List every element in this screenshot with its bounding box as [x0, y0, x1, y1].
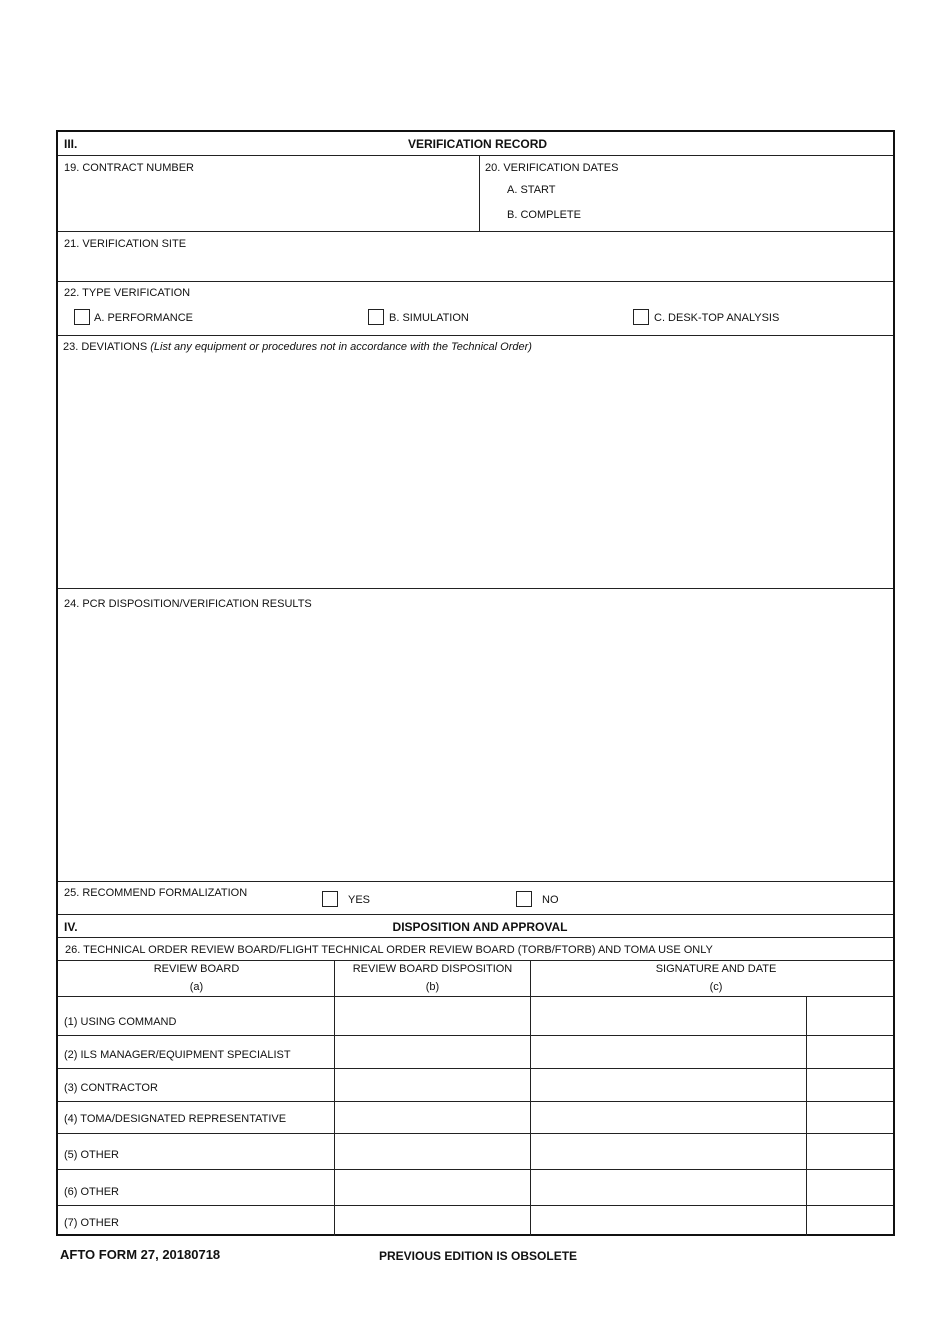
divider	[58, 231, 893, 232]
date-cell[interactable]	[808, 1103, 894, 1132]
signature-cell[interactable]	[532, 1037, 804, 1067]
column-sub-c: (c)	[709, 981, 723, 993]
column-sub-a: (a)	[189, 981, 204, 993]
date-cell[interactable]	[808, 1207, 894, 1234]
signature-cell[interactable]	[532, 1070, 804, 1100]
column-header-signature: SIGNATURE AND DATE	[655, 963, 777, 975]
obsolete-notice: PREVIOUS EDITION IS OBSOLETE	[379, 1249, 578, 1263]
section-3-title: VERIFICATION RECORD	[407, 137, 548, 151]
contract-number-field[interactable]	[62, 178, 476, 230]
afto-form-27	[56, 130, 895, 1236]
deviations-title: 23. DEVIATIONS	[63, 341, 148, 353]
column-sub-b: (b)	[425, 981, 440, 993]
divider	[58, 281, 893, 282]
column-header-disposition: REVIEW BOARD DISPOSITION	[352, 963, 513, 975]
table-row-toma: (4) TOMA/DESIGNATED REPRESENTATIVE	[64, 1113, 287, 1125]
divider	[334, 960, 335, 1236]
divider	[58, 1035, 893, 1036]
signature-cell[interactable]	[532, 1171, 804, 1204]
complete-date-label: B. COMPLETE	[507, 209, 581, 221]
disposition-cell[interactable]	[336, 1103, 528, 1132]
date-cell[interactable]	[808, 1037, 894, 1067]
disposition-cell[interactable]	[336, 1207, 528, 1234]
section-4-title: DISPOSITION AND APPROVAL	[392, 920, 568, 934]
start-date-field[interactable]	[588, 182, 888, 200]
complete-date-field[interactable]	[608, 207, 888, 225]
table-row-other-6: (6) OTHER	[64, 1186, 119, 1198]
desk-top-analysis-label: C. DESK-TOP ANALYSIS	[654, 312, 780, 324]
disposition-cell[interactable]	[336, 1171, 528, 1204]
signature-cell[interactable]	[532, 1135, 804, 1168]
type-verification-label: 22. TYPE VERIFICATION	[64, 287, 191, 299]
divider	[58, 1101, 893, 1102]
verification-site-label: 21. VERIFICATION SITE	[64, 238, 187, 250]
disposition-cell[interactable]	[336, 1135, 528, 1168]
divider	[58, 960, 893, 961]
divider	[806, 996, 807, 1236]
simulation-checkbox[interactable]	[368, 309, 384, 325]
divider	[58, 155, 893, 156]
date-cell[interactable]	[808, 998, 894, 1034]
divider	[58, 937, 893, 938]
pcr-results-label: 24. PCR DISPOSITION/VERIFICATION RESULTS	[64, 598, 312, 610]
divider	[58, 1133, 893, 1134]
table-row-ils-manager: (2) ILS MANAGER/EQUIPMENT SPECIALIST	[64, 1049, 291, 1061]
divider	[58, 1068, 893, 1069]
simulation-label: B. SIMULATION	[389, 312, 469, 324]
contract-number-label: 19. CONTRACT NUMBER	[64, 162, 194, 174]
deviations-field[interactable]	[62, 358, 890, 584]
divider	[58, 1205, 893, 1206]
divider	[530, 960, 531, 1236]
performance-checkbox[interactable]	[74, 309, 90, 325]
signature-cell[interactable]	[532, 1103, 804, 1132]
date-cell[interactable]	[808, 1070, 894, 1100]
performance-label: A. PERFORMANCE	[94, 312, 194, 324]
item-26-label: 26. TECHNICAL ORDER REVIEW BOARD/FLIGHT TECHNICAL ORDER REVIEW BOARD (TORB/FTORB) AND TOMA USE ONLY	[65, 944, 713, 956]
form-id: AFTO FORM 27, 20180718	[60, 1247, 221, 1262]
table-row-other-7: (7) OTHER	[64, 1217, 119, 1229]
recommend-no-checkbox[interactable]	[516, 891, 532, 907]
divider	[58, 914, 893, 915]
verification-site-field[interactable]	[62, 254, 890, 278]
divider	[58, 881, 893, 882]
divider	[58, 1169, 893, 1170]
verification-dates-label: 20. VERIFICATION DATES	[485, 162, 619, 174]
table-row-contractor: (3) CONTRACTOR	[64, 1082, 158, 1094]
divider	[479, 155, 480, 231]
table-row-using-command: (1) USING COMMAND	[64, 1016, 177, 1028]
date-cell[interactable]	[808, 1171, 894, 1204]
disposition-cell[interactable]	[336, 998, 528, 1034]
desk-top-analysis-checkbox[interactable]	[633, 309, 649, 325]
divider	[58, 588, 893, 589]
disposition-cell[interactable]	[336, 1037, 528, 1067]
recommend-yes-label: YES	[348, 894, 371, 906]
divider	[58, 335, 893, 336]
signature-cell[interactable]	[532, 1207, 804, 1234]
date-cell[interactable]	[808, 1135, 894, 1168]
signature-cell[interactable]	[532, 998, 804, 1034]
disposition-cell[interactable]	[336, 1070, 528, 1100]
section-4-number: IV.	[64, 920, 78, 934]
recommend-formalization-label: 25. RECOMMEND FORMALIZATION	[64, 887, 248, 899]
deviations-note: (List any equipment or procedures not in accordance with the Technical Order)	[150, 341, 532, 353]
start-date-label: A. START	[507, 184, 556, 196]
column-header-review-board: REVIEW BOARD	[153, 963, 240, 975]
divider	[58, 996, 893, 997]
recommend-yes-checkbox[interactable]	[322, 891, 338, 907]
deviations-label	[63, 341, 532, 354]
pcr-results-field[interactable]	[62, 616, 890, 878]
table-row-other-5: (5) OTHER	[64, 1149, 119, 1161]
section-3-number: III.	[64, 137, 78, 151]
recommend-no-label: NO	[542, 894, 559, 906]
